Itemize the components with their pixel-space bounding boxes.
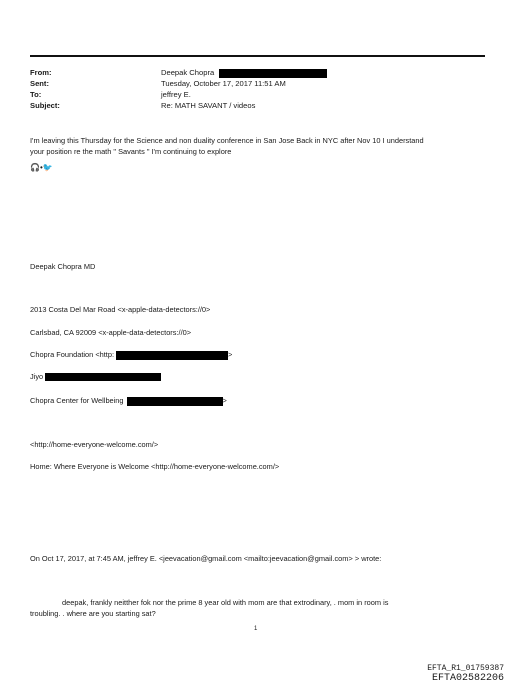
sent-label: Sent: [30, 79, 49, 88]
body-line-1: I'm leaving this Thursday for the Science and non duality conference in San Jose Back in NYC after Nov 10 I understand [30, 136, 424, 145]
redaction-bar [116, 351, 228, 360]
foundation-text: Chopra Foundation <http: [30, 350, 115, 359]
sent-value: Tuesday, October 17, 2017 11:51 AM [161, 79, 286, 88]
to-label: To: [30, 90, 42, 99]
signature-address-2: Carlsbad, CA 92009 <x-apple-data-detectors://0> [30, 328, 192, 337]
signature-name: Deepak Chopra MD [30, 262, 96, 271]
redaction-bar [127, 397, 223, 406]
bates-stamp-1: EFTA_R1_01759387 [427, 664, 504, 673]
subject-value: Re: MATH SAVANT / videos [161, 101, 256, 110]
quoted-line-1: deepak, frankly neitther fok nor the prime 8 year old with mom are that extrodinary, . mom in room is [62, 598, 389, 607]
signature-address-1: 2013 Costa Del Mar Road <x-apple-data-detectors://0> [30, 305, 211, 314]
redaction-bar [45, 373, 161, 381]
signature-foundation [30, 350, 232, 360]
sender-name: Deepak Chopra [161, 68, 215, 77]
emoji-row: 🎧•🐦 [30, 163, 53, 172]
body-line-2: your position re the math " Savants " I'm continuing to explore [30, 147, 232, 156]
redaction-bar [219, 69, 327, 78]
bates-stamp-2: EFTA02582206 [431, 673, 504, 684]
link-1: <http://home-everyone-welcome.com/> [30, 440, 159, 449]
link-2: Home: Where Everyone is Welcome <http://home-everyone-welcome.com/> [30, 462, 280, 471]
quoted-intro: On Oct 17, 2017, at 7:45 AM, jeffrey E. <jeevacation@gmail.com <mailto:jeevacation@gmail.com> > wrote: [30, 554, 382, 563]
center-end: > [222, 396, 227, 405]
quoted-line-2: troubling. . where are you starting sat? [30, 609, 156, 618]
signature-jiyo [30, 372, 161, 382]
from-value [161, 68, 327, 78]
foundation-end: > [228, 350, 233, 359]
from-label: From: [30, 68, 52, 77]
subject-label: Subject: [30, 101, 60, 110]
to-value: jeffrey E. [161, 90, 191, 99]
header-rule [30, 55, 485, 57]
center-text: Chopra Center for Wellbeing [30, 396, 124, 405]
signature-center [30, 396, 227, 406]
page-number: 1 [254, 626, 258, 632]
jiyo-text: Jiyo [30, 372, 44, 381]
